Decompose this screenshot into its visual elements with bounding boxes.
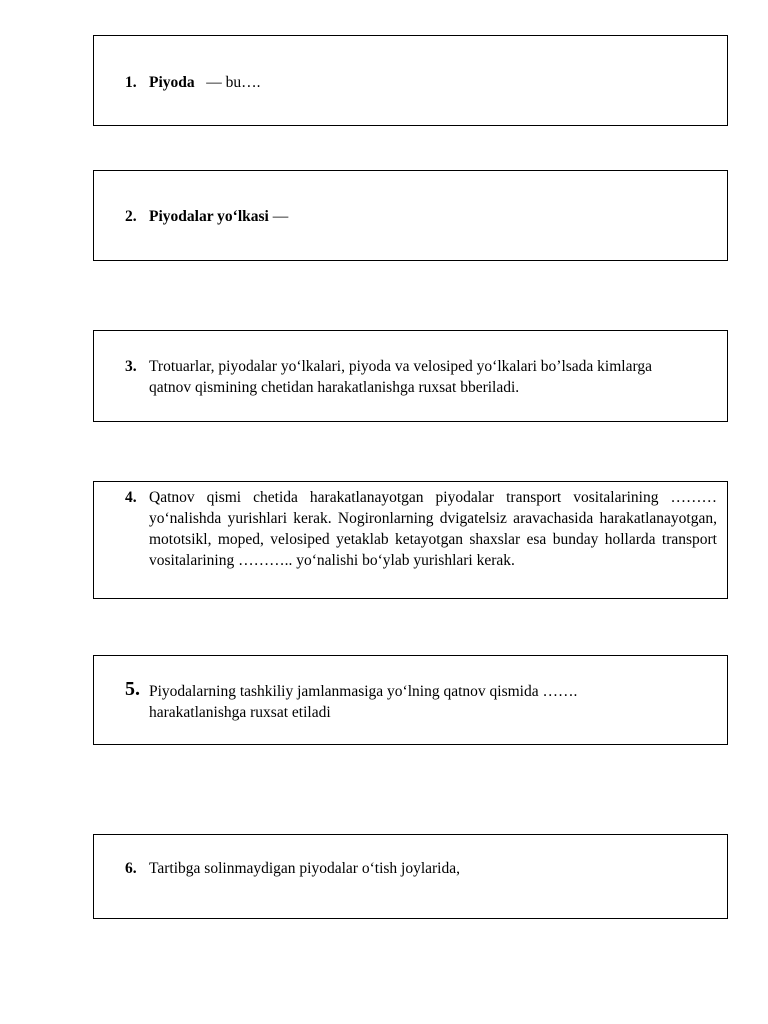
question-rest: — bu…. [194,74,261,91]
question-text: Trotuarlar, piyodalar yo‘lkalari, piyoda va velosiped yo‘lkalari bo’lsada kimlarga qatnov qismining chetidan harakatlanishga ruxsat bberiladi. [149,358,652,396]
question-box-1 [93,35,728,126]
question-term: Piyodalar yo‘lkasi [149,208,269,225]
question-number: 1. [125,74,137,91]
question-term: Piyoda [149,74,195,91]
question-text: Piyodalarning tashkiliy jamlanmasiga yo‘lning qatnov qismida ……. harakatlanishga ruxsat etiladi [149,683,578,721]
question-item-1 [125,72,717,93]
question-box-6 [93,834,728,919]
question-number: 3. [125,358,137,375]
question-text: Tartibga solinmaydigan piyodalar o‘tish joylarida, [149,860,460,877]
question-item-6 [125,858,717,879]
question-number: 2. [125,208,137,225]
question-number: 4. [125,489,137,506]
question-text [149,206,717,227]
question-box-5 [93,655,728,745]
question-number: 5. [125,678,140,700]
question-item-5 [125,678,667,723]
question-item-2 [125,206,717,227]
question-box-3 [93,330,728,422]
question-rest: — [268,208,289,225]
question-text: Qatnov qismi chetida harakatlanayotgan piyodalar transport vositalarining ……… yo‘nalishda yurishlari kerak. Nogironlarning dvigatelsiz aravachasida harakatlanayotgan, mototsikl, moped, velosiped yetaklab ketayotgan shaxslar esa bunday hollarda transport vositalarining ……….. yo‘nalishi bo‘ylab yurishlari kerak. [149,489,717,569]
question-item-3 [125,356,687,398]
question-box-4 [93,481,728,599]
question-text [149,72,717,93]
question-number: 6. [125,860,137,877]
question-box-2 [93,170,728,261]
question-item-4 [125,487,717,571]
